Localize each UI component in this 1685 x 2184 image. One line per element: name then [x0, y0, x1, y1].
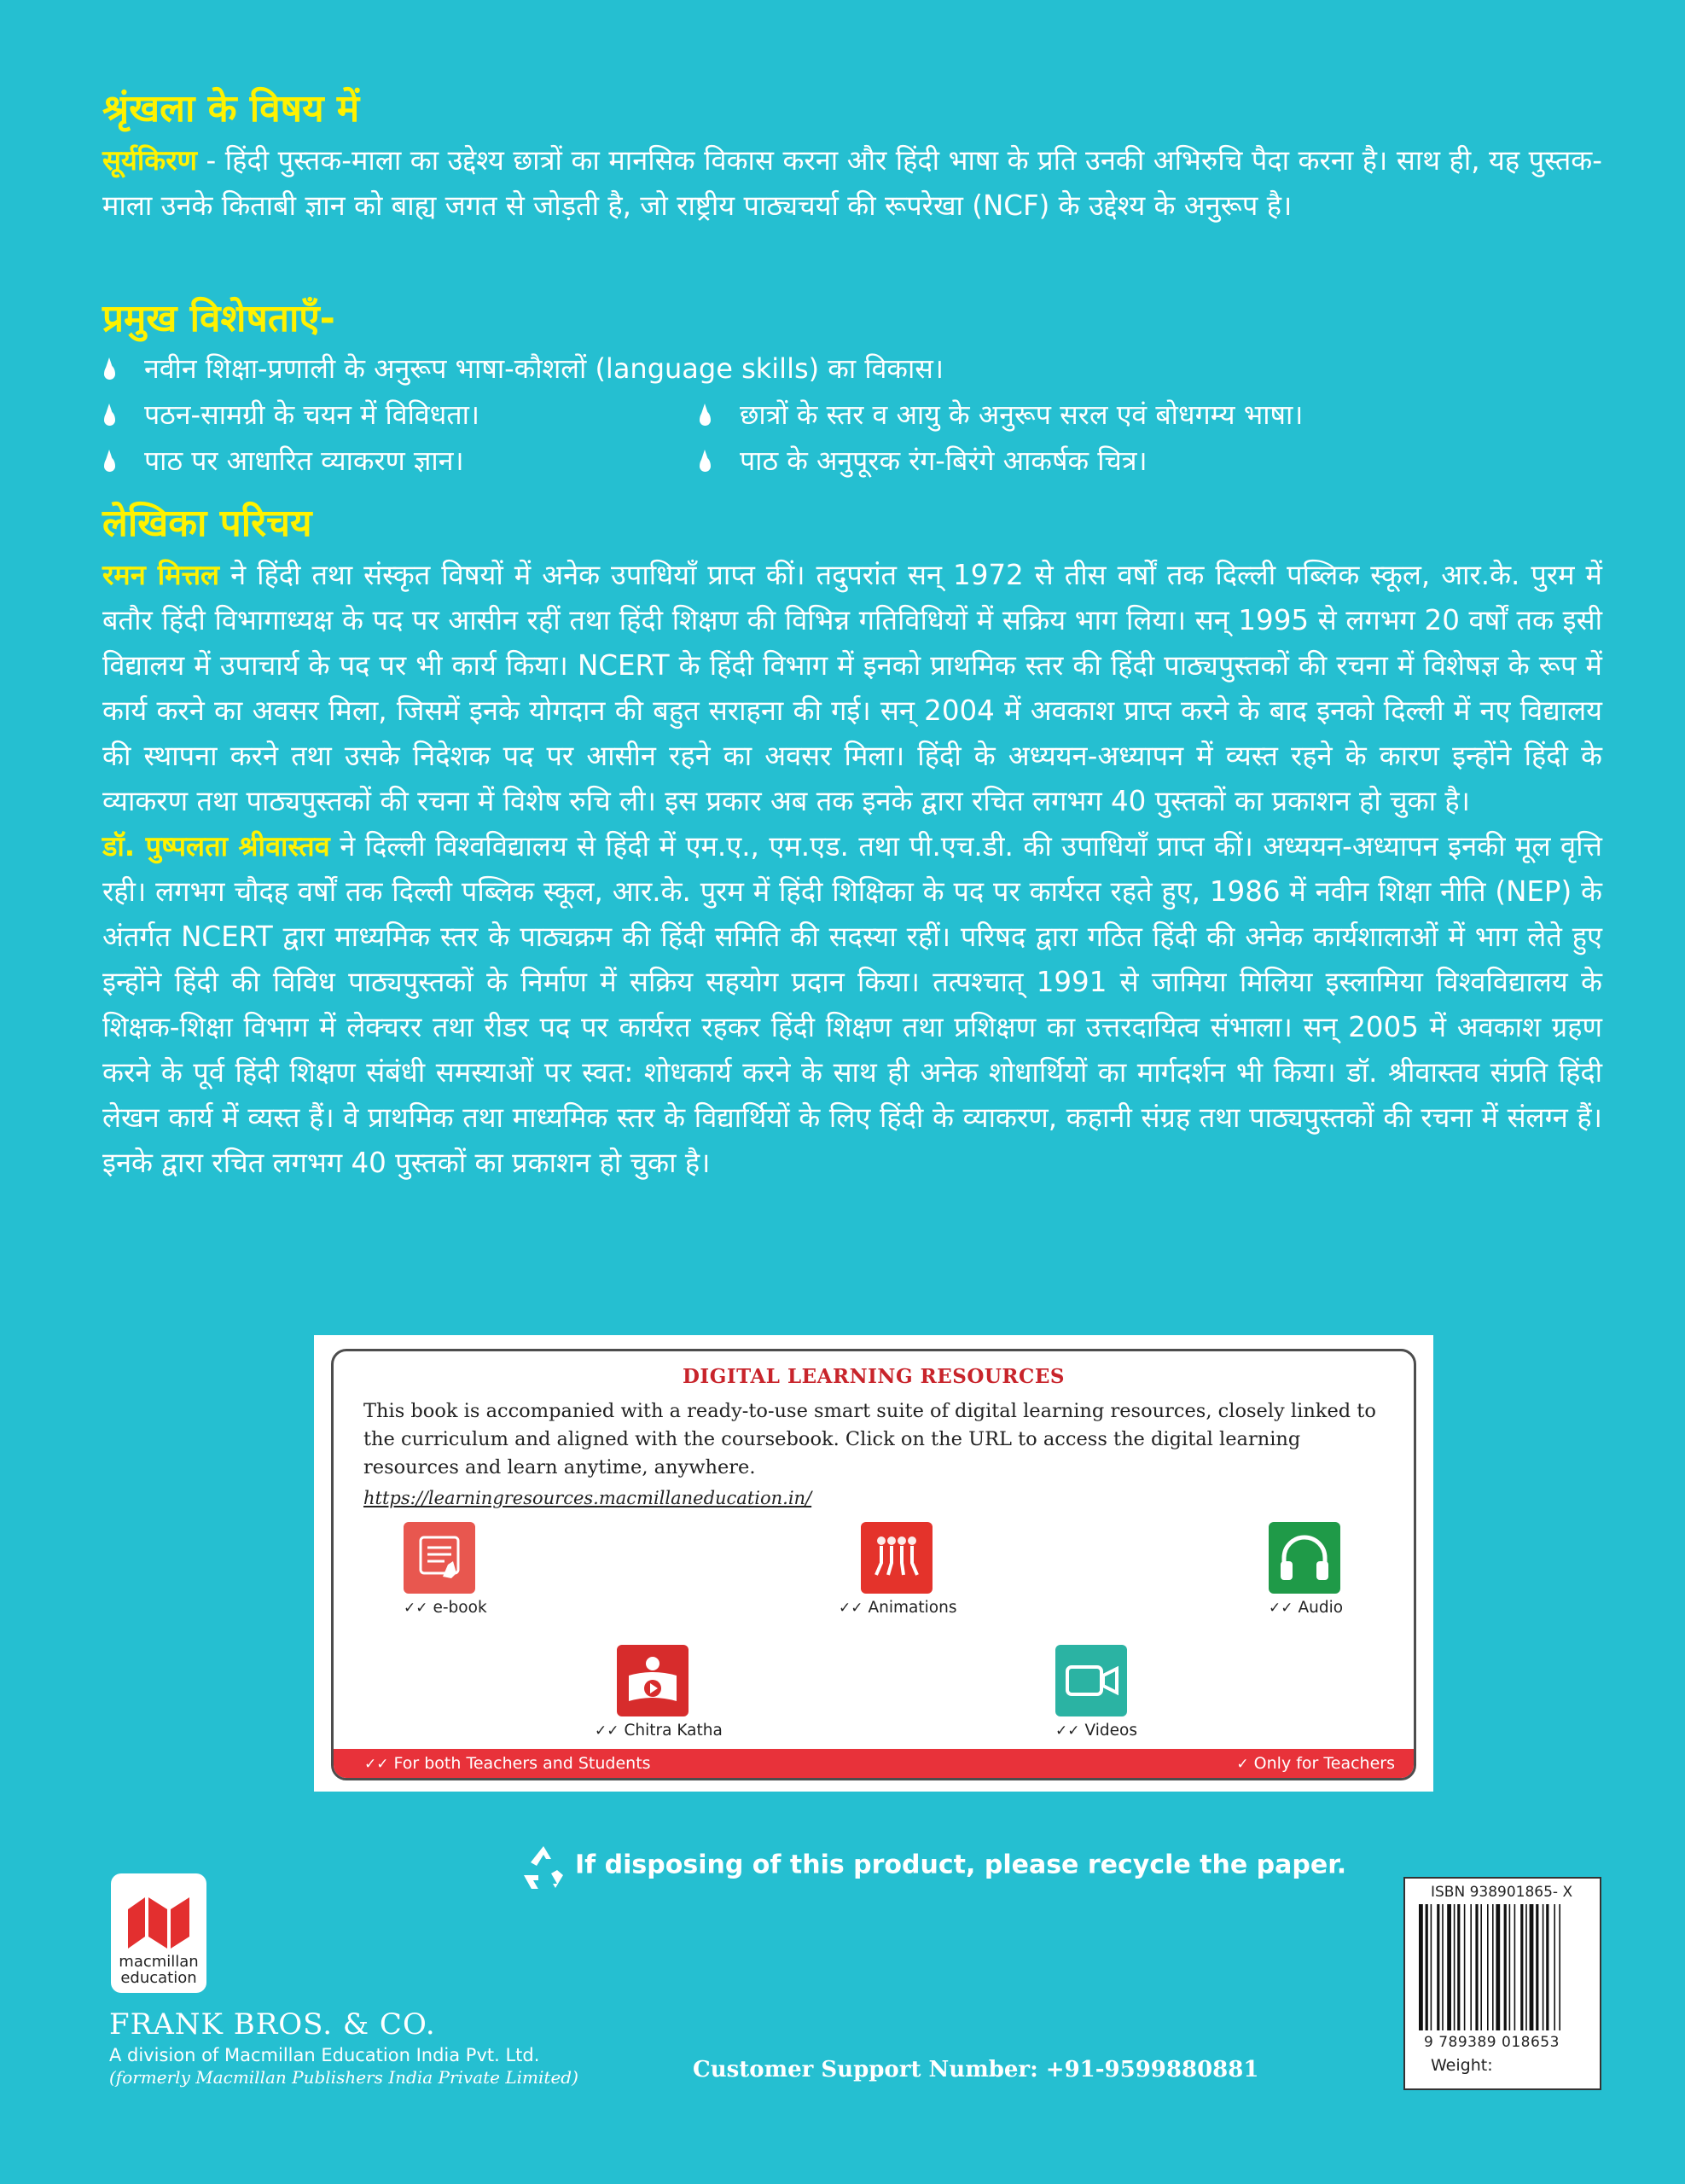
resource-animations[interactable]: ✓✓ Animations: [839, 1522, 956, 1617]
chitra-katha-icon: [617, 1645, 689, 1716]
recycle-note: If disposing of this product, please recycle the paper.: [519, 1843, 1346, 1889]
resource-chitra-katha[interactable]: ✓✓ Chitra Katha: [595, 1645, 723, 1740]
barcode-bar: [1546, 1904, 1548, 2030]
barcode-bar: [1426, 1904, 1428, 2030]
barcode-bar: [1419, 1904, 1423, 2030]
macmillan-logo-icon: [111, 1880, 206, 1962]
publisher-division: A division of Macmillan Education India Pvt. Ltd.: [109, 2045, 540, 2065]
publisher-name: FRANK BROS. & CO.: [109, 2007, 436, 2042]
digital-resources-panel: [331, 1349, 1416, 1780]
legend-both: ✓✓ For both Teachers and Students: [364, 1754, 651, 1773]
barcode-bar: [1480, 1904, 1482, 2030]
headphones-icon: [1269, 1522, 1340, 1594]
isbn-barcode-box: [1403, 1877, 1601, 2090]
barcode-bar: [1492, 1904, 1494, 2030]
tick-icon: ✓✓: [1269, 1600, 1293, 1617]
video-camera-icon: [1055, 1645, 1127, 1716]
barcode-bar: [1437, 1904, 1439, 2030]
feature-item: पाठ पर आधारित व्याकरण ज्ञान।: [104, 439, 464, 483]
drop-bullet-icon: [700, 457, 711, 472]
barcode-bar: [1536, 1904, 1538, 2030]
resource-ebook[interactable]: ✓✓ e-book: [404, 1522, 487, 1617]
macmillan-logo: [111, 1873, 206, 1993]
series-heading: श्रृंखला के विषय में: [102, 87, 360, 131]
customer-support-number: Customer Support Number: +91-9599880881: [693, 2057, 1259, 2082]
barcode-bar: [1447, 1904, 1451, 2030]
barcode-icon: [1415, 1904, 1591, 2032]
barcode-bar: [1442, 1904, 1444, 2030]
drop-bullet-icon: [700, 411, 711, 426]
resource-videos[interactable]: ✓✓ Videos: [1055, 1645, 1137, 1740]
feature-item: छात्रों के स्तर व आयु के अनुरूप सरल एवं बोधगम्य भाषा।: [700, 392, 1303, 437]
logo-text: macmillan education: [119, 1953, 199, 1987]
author-bio-2: डॉ. पुष्पलता श्रीवास्तव ने दिल्ली विश्वविद्यालय से हिंदी में एम.ए., एम.एड. तथा पी.एच.डी. की उपाधियाँ प्राप्त कीं। अध्ययन-अध्यापन इनकी मूल वृत्ति रही। लगभग चौदह वर्षों तक दिल्ली पब्लिक स्कूल, आर.के. पुरम में हिंदी शिक्षिका के पद पर कार्यरत रहते हुए, 1986 में नवीन शिक्षा नीति (NEP) के अंतर्गत NCERT द्वारा माध्यमिक स्तर के पाठ्यक्रम की हिंदी समिति की सदस्या रहीं। परिषद द्वारा गठित हिंदी की अनेक कार्यशालाओं में भाग लेते हुए इन्होंने हिंदी की विविध पाठ्यपुस्तकों के निर्माण में सक्रिय सहयोग प्रदान किया। तत्पश्चात् 1991 से जामिया मिलिया इस्लामिया विश्वविद्यालय के शिक्षक-शिक्षा विभाग में लेक्चरर तथा रीडर पद पर कार्यरत रहकर हिंदी शिक्षण तथा प्रशिक्षण का उत्तरदायित्व संभाला। सन् 2005 में अवकाश ग्रहण करने के पूर्व हिंदी शिक्षण संबंधी समस्याओं पर स्वत: शोधकार्य करने के साथ ही अनेक शोधार्थियों का मार्गदर्शन भी किया। डॉ. श्रीवास्तव संप्रति हिंदी लेखन कार्य में व्यस्त हैं। वे प्राथमिक तथा माध्यमिक स्तर के विद्यार्थियों के लिए हिंदी के व्याकरण, कहानी संग्रह तथा पाठ्यपुस्तकों की रचना में संलग्न हैं। इनके द्वारा रचित लगभग 40 पुस्तकों का प्रकाशन हो चुका है।: [102, 830, 1602, 1179]
drop-bullet-icon: [104, 411, 115, 426]
barcode-bar: [1525, 1904, 1527, 2030]
barcode-bar: [1431, 1904, 1432, 2030]
barcode-bar: [1520, 1904, 1523, 2030]
tick-icon: ✓✓: [595, 1722, 619, 1740]
animations-icon: [861, 1522, 933, 1594]
author-name-2: डॉ. पुष्पलता श्रीवास्तव: [102, 830, 330, 863]
barcode-bar: [1559, 1904, 1560, 2030]
barcode-bar: [1454, 1904, 1455, 2030]
tick-icon: ✓: [1236, 1756, 1249, 1773]
weight-label: Weight:: [1431, 2056, 1493, 2075]
author-bio-1: रमन मित्तल ने हिंदी तथा संस्कृत विषयों में अनेक उपाधियाँ प्राप्त कीं। तदुपरांत सन् 1972 से तीस वर्षों तक दिल्ली पब्लिक स्कूल, आर.के. पुरम में बतौर हिंदी विभागाध्यक्ष के पद पर आसीन रहीं तथा हिंदी शिक्षण की विभिन्न गतिविधियों में सक्रिय भाग लिया। सन् 1995 से लगभग 20 वर्षों तक इसी विद्यालय में उपाचार्य के पद पर भी कार्य किया। NCERT के हिंदी विभाग में इनको प्राथमिक स्तर की हिंदी पाठ्यपुस्तकों की रचना में विशेषज्ञ के रूप में कार्य करने का अवसर मिला, जिसमें इनके योगदान की बहुत सराहना की गई। सन् 2004 में अवकाश प्राप्त करने के बाद इनको दिल्ली में नए विद्यालय की स्थापना करने तथा उसके निदेशक पद पर आसीन रहने का अवसर मिला। हिंदी के अध्ययन-अध्यापन में व्यस्त रहने के कारण इन्होंने हिंदी के व्याकरण तथा पाठ्यपुस्तकों की रचना में विशेष रुचि ली। इस प्रकार अब तक इनके द्वारा रचित लगभग 40 पुस्तकों का प्रकाशन हो चुका है।: [102, 559, 1602, 817]
publisher-former-name: (formerly Macmillan Publishers India Private Limited): [109, 2067, 578, 2088]
barcode-bar: [1554, 1904, 1555, 2030]
barcode-bar: [1509, 1904, 1511, 2030]
digital-resources-url[interactable]: https://learningresources.macmillaneducation.in/: [363, 1488, 812, 1508]
ebook-icon: [404, 1522, 475, 1594]
digital-resources-title: DIGITAL LEARNING RESOURCES: [682, 1365, 1065, 1388]
access-legend-bar: [334, 1749, 1414, 1778]
barcode-bar: [1543, 1904, 1544, 2030]
barcode-bar: [1470, 1904, 1472, 2030]
drop-bullet-icon: [104, 457, 115, 472]
resource-audio[interactable]: ✓✓ Audio: [1269, 1522, 1343, 1617]
barcode-bar: [1464, 1904, 1466, 2030]
recycle-icon: [519, 1843, 568, 1889]
feature-item: नवीन शिक्षा-प्रणाली के अनुरूप भाषा-कौशलों (language skills) का विकास।: [104, 346, 944, 391]
feature-item: पाठ के अनुपूरक रंग-बिरंगे आकर्षक चित्र।: [700, 439, 1148, 483]
tick-icon: ✓✓: [404, 1600, 428, 1617]
isbn-label: ISBN 938901865- X: [1431, 1884, 1573, 1901]
author-bios: [102, 553, 1602, 1186]
drop-bullet-icon: [104, 365, 115, 380]
feature-item: पठन-सामग्री के चयन में विविधता।: [104, 392, 479, 437]
author-name-1: रमन मित्तल: [102, 559, 220, 591]
barcode-bar: [1514, 1904, 1516, 2030]
digital-resources-description: This book is accompanied with a ready-to-use smart suite of digital learning resources, closely linked to the curriculum and aligned with the coursebook. Click on the URL to access the digital learning resources and learn anytime, anywhere.: [363, 1400, 1376, 1478]
tick-icon: ✓✓: [839, 1600, 863, 1617]
barcode-bar: [1457, 1904, 1460, 2030]
barcode-digits: 9 789389 018653: [1424, 2034, 1560, 2051]
series-text: - हिंदी पुस्तक-माला का उद्देश्य छात्रों का मानसिक विकास करना और हिंदी भाषा के प्रति उनकी अभिरुचि पैदा करना है। साथ ही, यह पुस्तक-माला उनके किताबी ज्ञान को बाह्य जगत से जोड़ती है, जो राष्ट्रीय पाठ्यचर्या की रूपरेखा (NCF) के उद्देश्य के अनुरूप है।: [102, 144, 1602, 222]
barcode-bar: [1504, 1904, 1507, 2030]
barcode-bar: [1487, 1904, 1489, 2030]
barcode-bar: [1475, 1904, 1478, 2030]
series-name: सूर्यकिरण: [102, 144, 197, 177]
tick-icon: ✓✓: [364, 1756, 389, 1773]
series-paragraph: [102, 138, 1602, 229]
tick-icon: ✓✓: [1055, 1722, 1080, 1740]
legend-teachers: ✓ Only for Teachers: [1236, 1754, 1395, 1773]
features-heading: प्रमुख विशेषताएँ-: [102, 297, 335, 340]
barcode-bar: [1496, 1904, 1500, 2030]
author-heading: लेखिका परिचय: [102, 502, 312, 545]
barcode-bar: [1530, 1904, 1534, 2030]
